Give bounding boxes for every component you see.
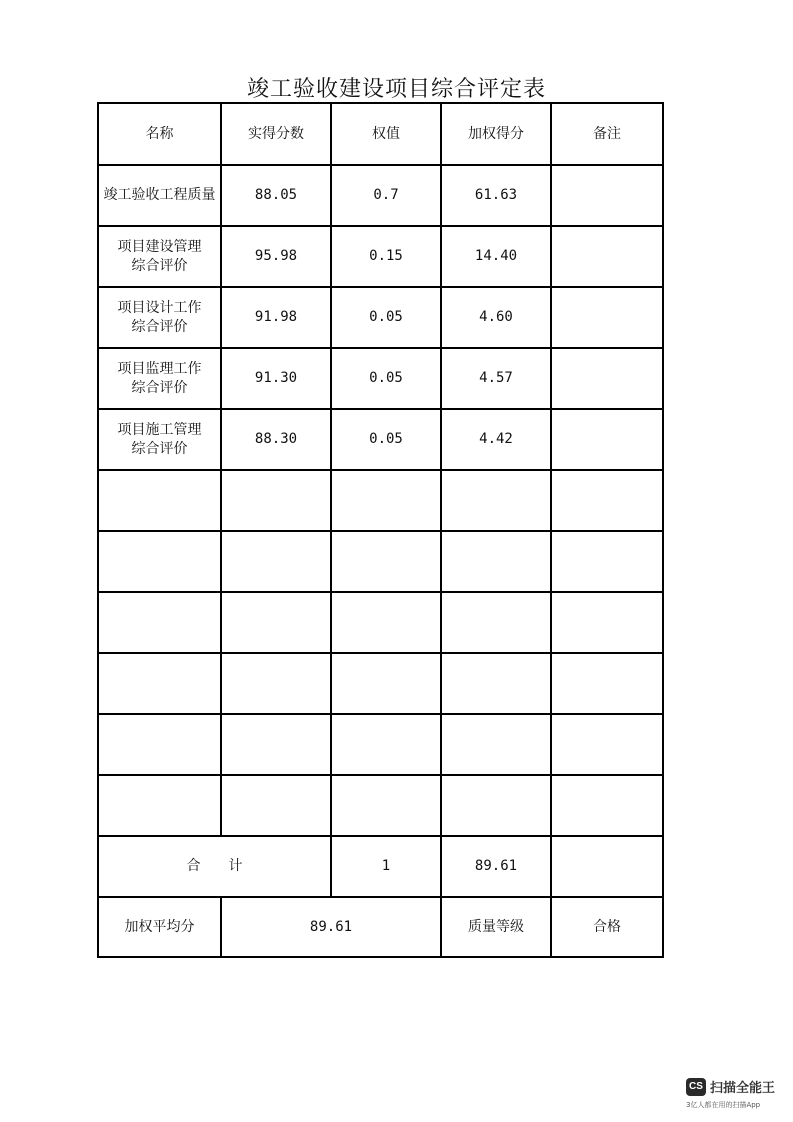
watermark-tagline: 3亿人都在用的扫描App xyxy=(686,1101,761,1109)
scanner-watermark xyxy=(686,1076,786,1116)
row-score: 88.05 xyxy=(221,165,331,226)
table-row xyxy=(98,409,663,470)
grade-value: 合格 xyxy=(551,897,663,957)
row-name: 竣工验收工程质量 xyxy=(98,165,221,226)
row-name: 项目建设管理 综合评价 xyxy=(98,226,221,287)
row-weighted: 61.63 xyxy=(441,165,551,226)
row-name: 项目设计工作 综合评价 xyxy=(98,287,221,348)
row-note xyxy=(551,226,663,287)
empty-row xyxy=(98,714,663,775)
evaluation-table xyxy=(97,102,664,958)
table-row xyxy=(98,348,663,409)
table-row xyxy=(98,226,663,287)
row-score: 95.98 xyxy=(221,226,331,287)
row-score: 91.98 xyxy=(221,287,331,348)
row-note xyxy=(551,348,663,409)
row-note xyxy=(551,409,663,470)
total-row xyxy=(98,836,663,897)
empty-row xyxy=(98,470,663,531)
row-weight: 0.05 xyxy=(331,287,441,348)
total-weight: 1 xyxy=(331,836,441,897)
row-score: 88.30 xyxy=(221,409,331,470)
row-name: 项目施工管理 综合评价 xyxy=(98,409,221,470)
grade-label: 质量等级 xyxy=(441,897,551,957)
empty-row xyxy=(98,531,663,592)
row-score: 91.30 xyxy=(221,348,331,409)
header-name: 名称 xyxy=(98,103,221,165)
empty-row xyxy=(98,592,663,653)
empty-row xyxy=(98,775,663,836)
row-weighted: 4.57 xyxy=(441,348,551,409)
camscanner-logo-icon: CS xyxy=(686,1078,706,1096)
row-weighted: 4.60 xyxy=(441,287,551,348)
table-row xyxy=(98,165,663,226)
avg-label: 加权平均分 xyxy=(98,897,221,957)
row-note xyxy=(551,165,663,226)
row-weight: 0.15 xyxy=(331,226,441,287)
watermark-name: 扫描全能王 xyxy=(710,1081,776,1096)
summary-row xyxy=(98,897,663,957)
row-weight: 0.7 xyxy=(331,165,441,226)
total-note xyxy=(551,836,663,897)
row-weight: 0.05 xyxy=(331,409,441,470)
empty-row xyxy=(98,653,663,714)
table-row xyxy=(98,287,663,348)
row-weighted: 14.40 xyxy=(441,226,551,287)
header-row xyxy=(98,103,663,165)
page-title: 竣工验收建设项目综合评定表 xyxy=(246,77,546,102)
header-score: 实得分数 xyxy=(221,103,331,165)
row-weight: 0.05 xyxy=(331,348,441,409)
row-name: 项目监理工作 综合评价 xyxy=(98,348,221,409)
total-label: 合 计 xyxy=(98,836,331,897)
total-weighted: 89.61 xyxy=(441,836,551,897)
header-weight: 权值 xyxy=(331,103,441,165)
row-weighted: 4.42 xyxy=(441,409,551,470)
header-note: 备注 xyxy=(551,103,663,165)
row-note xyxy=(551,287,663,348)
header-weighted: 加权得分 xyxy=(441,103,551,165)
avg-value: 89.61 xyxy=(221,897,441,957)
